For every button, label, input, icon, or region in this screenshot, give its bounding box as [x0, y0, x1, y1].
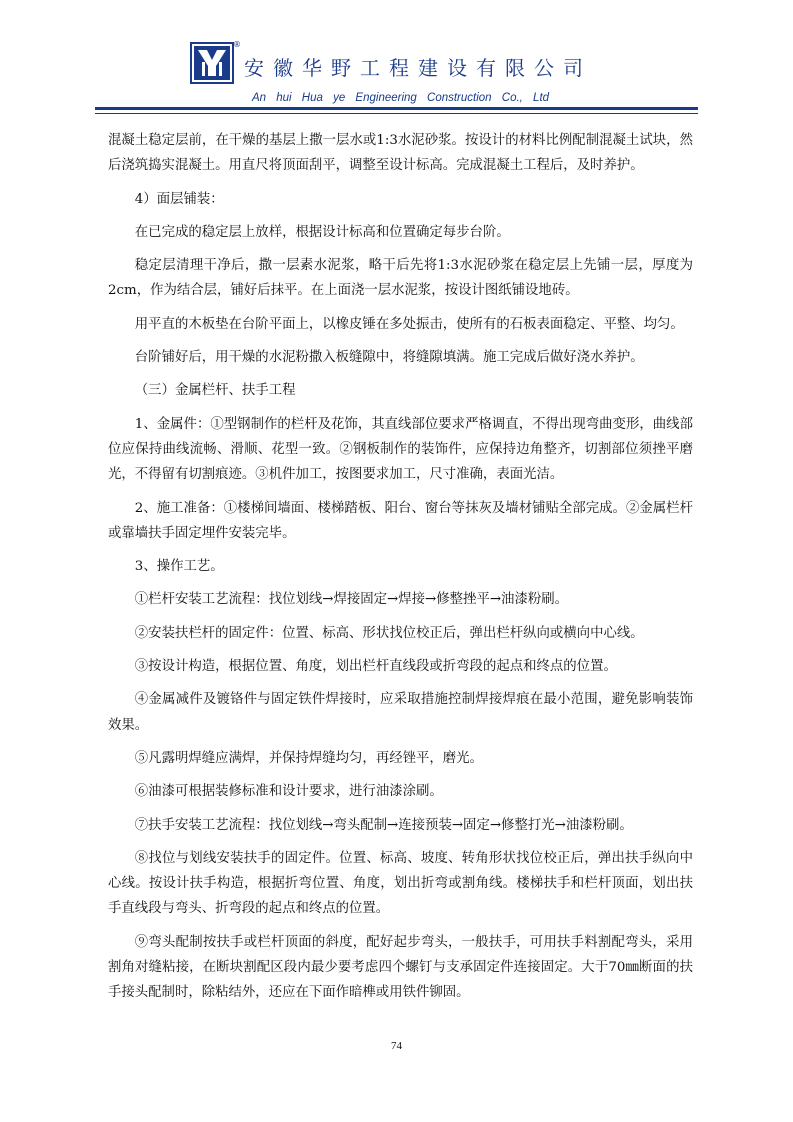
list-item: ②安装扶栏杆的固定件：位置、标高、形状找位校正后，弹出栏杆纵向或横向中心线。 [134, 625, 644, 641]
company-logo-icon [190, 42, 234, 84]
paragraph: 在已完成的稳定层上放样，根据设计标高和位置确定每步台阶。 [134, 224, 510, 240]
paragraph: 台阶铺好后，用干燥的水泥粉撒入板缝隙中，将缝隙填满。施工完成后做好浇水养护。 [134, 350, 644, 366]
list-item: ①栏杆安装工艺流程：找位划线→焊接固定→焊接→修整挫平→油漆粉刷。 [134, 592, 569, 608]
company-name-cn: 安徽华野工程建设有限公司 [244, 56, 592, 80]
list-item: ⑦扶手安装工艺流程：找位划线→弯头配制→连接预装→固定→修整打光→油漆粉刷。 [134, 817, 633, 833]
paragraph: 用平直的木板垫在台阶平面上，以橡皮锤在多处振击，使所有的石板表面稳定、平整、均匀。 [134, 316, 684, 332]
paragraph: 混凝土稳定层前，在干燥的基层上撒一层水或1:3水泥砂浆。按设计的材料比例配制混凝土试块，然后浇筑捣实混凝土。用直尺将顶面刮平，调整至设计标高。完成混凝土工程后，及时养护。 [108, 133, 693, 174]
page-number: 74 [391, 1040, 402, 1052]
list-item: ⑤凡露明焊缝应满焊，并保持焊缝均匀，再经锉平，磨光。 [134, 750, 483, 766]
section-heading: 4）面层铺装： [134, 191, 224, 207]
company-name-en: An hui Hua ye Engineering Construction Co., Ltd [252, 92, 550, 104]
section-heading: 3、操作工艺。 [134, 559, 224, 575]
header-rule-thin [95, 113, 698, 114]
paragraph: 2、施工准备：①楼梯间墙面、楼梯踏板、阳台、窗台等抹灰及墙材铺贴全部完成。②金属栏杆或靠墙扶手固定埋件安装完毕。 [108, 500, 693, 541]
registered-mark: ® [233, 40, 241, 49]
list-item: ④金属减件及镀铬件与固定铁件焊接时，应采取措施控制焊接焊痕在最小范围，避免影响装饰效果。 [108, 692, 693, 733]
page-header [0, 0, 793, 120]
paragraph: 1、金属件：①型钢制作的栏杆及花饰，其直线部位要求严格调直，不得出现弯曲变形，曲线部位应保持曲线流畅、滑顺、花型一致。②钢板制作的装饰件，应保持边角整齐，切割部位须挫平磨光，不得留有切割痕迹。③机件加工，按图要求加工，尺寸准确，表面光洁。 [108, 416, 693, 483]
list-item: ③按设计构造，根据位置、角度，划出栏杆直线段或折弯段的起点和终点的位置。 [134, 659, 617, 675]
document-body [108, 128, 693, 1006]
paragraph: 稳定层清理干净后，撒一层素水泥浆，略干后先将1:3水泥砂浆在稳定层上先铺一层，厚度为2cm，作为结合层，铺好后抹平。在上面浇一层水泥浆，按设计图纸铺设地砖。 [108, 258, 693, 299]
list-item: ⑨弯头配制按扶手或栏杆顶面的斜度，配好起步弯头，一般扶手，可用扶手料割配弯头，采用割角对缝粘接，在断块割配区段内最少要考虑四个螺钉与支承固定件连接固定。大于70㎜断面的扶手接头配制时，除粘结外，还应在下面作暗榫或用铁件铆固。 [108, 934, 693, 1001]
section-heading: （三）金属栏杆、扶手工程 [134, 383, 296, 399]
list-item: ⑧找位与划线安装扶手的固定件。位置、标高、坡度、转角形状找位校正后，弹出扶手纵向中心线。按设计扶手构造，根据折弯位置、角度，划出折弯或割角线。楼梯扶手和栏杆顶面，划出扶手直线段与弯头、折弯段的起点和终点的位置。 [108, 850, 693, 917]
list-item: ⑥油漆可根据装修标准和设计要求，进行油漆涂刷。 [134, 784, 443, 800]
header-rule-thick [95, 107, 698, 110]
